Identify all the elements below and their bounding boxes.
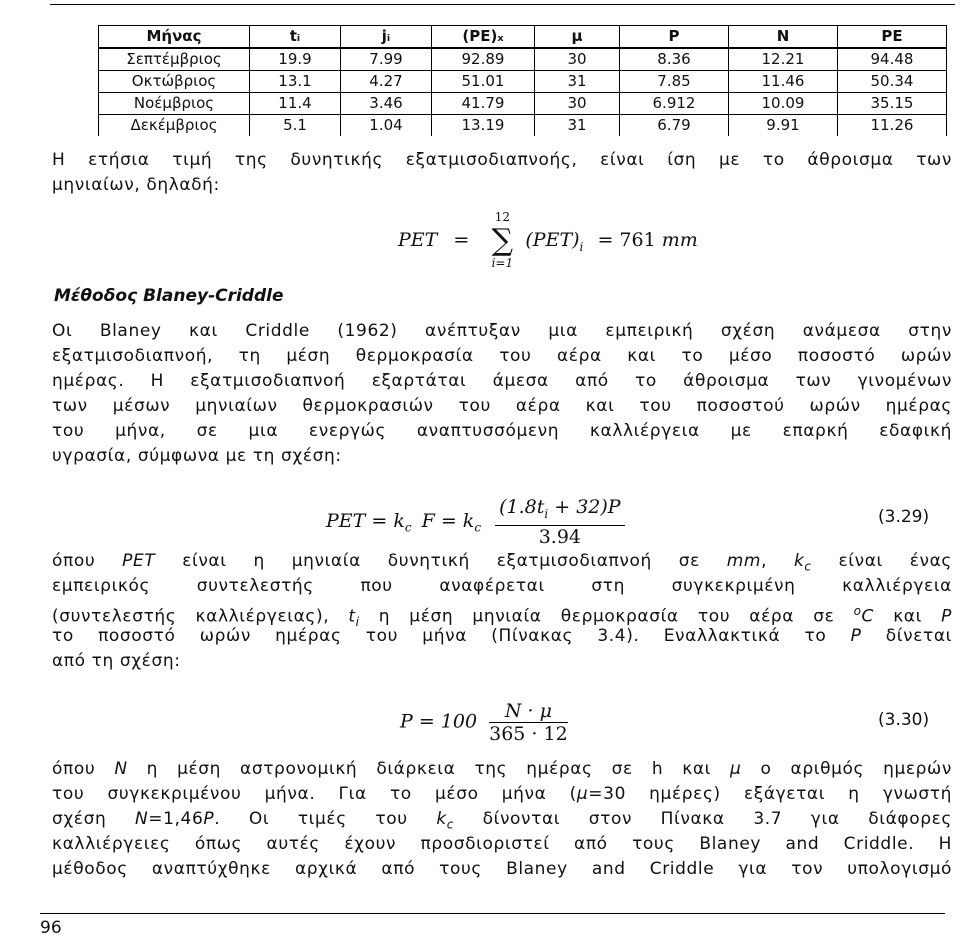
table-row <box>99 93 947 115</box>
table-row <box>99 115 947 137</box>
para2-line-4 <box>52 624 952 649</box>
degree-o: o <box>853 604 862 618</box>
table-cell: 11.4 <box>250 93 341 115</box>
eq329-num-sub: i <box>544 506 549 521</box>
table-cell: 7.85 <box>620 71 729 93</box>
table-cell: 12.21 <box>729 48 838 71</box>
text: όπου <box>52 551 123 571</box>
footer-rule <box>40 913 945 914</box>
para1-line: ημέρας. Η εξατμισοδιαπνοή εξαρτάται άμεσα από το άθροισμα των γινομένων <box>52 371 952 391</box>
para1-line: εξατμισοδιαπνοή, τη μέση θερμοκρασία του αέρα και το μέσο ποσοστό ωρών <box>52 346 952 366</box>
eq-annual-sub: i <box>579 239 584 254</box>
eq330-lhs: P = 100 <box>400 710 478 733</box>
table-cell: 92.89 <box>432 48 535 71</box>
intro-line-1: Η ετήσια τιμή της δυνητικής εξατμισοδιαπνοής, είναι ίση με το άθροισμα των <box>52 150 952 170</box>
table-cell: 19.9 <box>250 48 341 71</box>
eq-annual-term: (PET) <box>525 229 580 251</box>
var-p: P <box>941 606 952 627</box>
para2-line-3 <box>52 599 952 630</box>
text: . Οι τιμές του <box>214 809 437 829</box>
text: η μέση μηνιαία θερμοκρασία του αέρα σε <box>359 606 854 627</box>
intro-line-2: μηνιαίων, δηλαδή: <box>52 175 220 195</box>
var-p: P <box>850 626 862 646</box>
text: είναι η μηνιαία δυνητική εξατμισοδιαπνοή σε <box>155 551 727 571</box>
text: και <box>874 606 942 627</box>
final-paragraph <box>52 757 952 882</box>
table-cell: 31 <box>535 71 620 93</box>
text: σχέση <box>52 809 135 829</box>
var-n: N <box>114 759 128 779</box>
table-body <box>99 48 947 136</box>
text: όπου <box>52 759 115 779</box>
unit-c: C <box>861 606 875 627</box>
table-cell: 30 <box>535 93 620 115</box>
para1-line: υγρασία, σύμφωνα με τη σχέση: <box>52 446 342 466</box>
table-cell: 6.912 <box>620 93 729 115</box>
table-cell: 7.99 <box>341 48 432 71</box>
para2-line-5: από τη σχέση: <box>52 651 181 671</box>
para3-line-1 <box>52 757 952 782</box>
sigma-symbol: ∑ <box>491 223 514 258</box>
eq329-denominator: 3.94 <box>538 525 581 548</box>
text: του συγκεκριμένου μήνα. Για το μέσο μήνα ( <box>52 784 577 804</box>
section-heading: Μέθοδος Blaney-Criddle <box>54 286 284 306</box>
para3-line-5: μέθοδος αναπτύχθηκε αρχικά από τους Blaney and Criddle για τον υπολογισμό <box>52 859 952 879</box>
var-mu: μ <box>730 759 742 779</box>
table-cell: 10.09 <box>729 93 838 115</box>
unit-mm: mm <box>726 551 762 571</box>
para3-line-3 <box>52 807 952 832</box>
para1-line: του μήνα, σε μια ενεργώς αναπτυσσόμενη καλλιέργεια με επαρκή εδαφική <box>52 421 952 441</box>
table-header-cell: PE <box>838 26 947 49</box>
para1-line: των μέσων μηνιαίων θερμοκρασιών του αέρα και του ποσοστού ωρών ημέρας <box>52 396 952 416</box>
var-t: t <box>348 606 356 627</box>
eq-annual-rhs: = 761 <box>597 229 656 251</box>
eq329-lhs: PET = k <box>326 509 405 532</box>
table-cell: 9.91 <box>729 115 838 137</box>
eq330-fraction <box>489 700 568 745</box>
table-cell: Δεκέμβριος <box>99 115 250 137</box>
equation-number-3-30: (3.30) <box>878 710 930 730</box>
sub-c: c <box>446 817 454 832</box>
var-pet: PET <box>122 551 156 571</box>
table-cell: 1.04 <box>341 115 432 137</box>
equation-3-30 <box>400 700 568 745</box>
blaney-criddle-paragraph <box>52 319 952 469</box>
table-cell: 13.1 <box>250 71 341 93</box>
table-header-cell: (PE)ₓ <box>432 26 535 49</box>
text: το ποσοστό ωρών ημέρας του μήνα (Πίνακας 3.4). Εναλλακτικά το <box>52 626 851 646</box>
text: είναι ένας <box>811 551 952 571</box>
table-header-cell: P <box>620 26 729 49</box>
sub-c: c <box>804 559 812 574</box>
para3-line-4: καλλιέργειες όπως αυτές έχουν προσδιοριστεί από τους Blaney and Criddle. Η <box>52 834 952 854</box>
para2-line-2: εμπειρικός συντελεστής που αναφέρεται στη συγκεκριμένη καλλιέργεια <box>52 576 952 596</box>
eq329-fraction <box>495 496 624 548</box>
table-cell: 11.26 <box>838 115 947 137</box>
sub-i: i <box>355 615 360 630</box>
table-cell: 30 <box>535 48 620 71</box>
table-cell: Νοέμβριος <box>99 93 250 115</box>
para3-line-2 <box>52 782 952 807</box>
var-k: k <box>436 809 447 829</box>
eq329-num-a: (1.8t <box>499 496 545 518</box>
table-cell: 50.34 <box>838 71 947 93</box>
annual-pet-equation <box>398 210 698 270</box>
top-rule <box>50 4 955 5</box>
table-row <box>99 48 947 71</box>
table-cell: Σεπτέμβριος <box>99 48 250 71</box>
var-k: k <box>793 551 805 571</box>
eq329-sub-c2: c <box>474 520 482 535</box>
table-cell: 51.01 <box>432 71 535 93</box>
eq329-mid: F = k <box>421 509 475 532</box>
table-cell: 41.79 <box>432 93 535 115</box>
table-cell: 35.15 <box>838 93 947 115</box>
monthly-data-table <box>98 25 947 136</box>
text: ο αριθμός ημερών <box>741 759 952 779</box>
var-mu: μ= <box>576 784 604 804</box>
table-row <box>99 71 947 93</box>
table-cell: 5.1 <box>250 115 341 137</box>
var-n: N= <box>134 809 164 829</box>
eq329-numerator <box>495 496 624 526</box>
table-cell: 4.27 <box>341 71 432 93</box>
eq-annual-unit: mm <box>661 229 698 251</box>
table-cell: 8.36 <box>620 48 729 71</box>
equation-3-29 <box>326 496 625 548</box>
text: δίνεται <box>861 626 952 646</box>
text: 30 ημέρες) εξάγεται η γνωστή <box>603 784 953 804</box>
definitions-paragraph <box>52 549 952 674</box>
intro-paragraph <box>52 148 952 198</box>
table-header-cell: jᵢ <box>341 26 432 49</box>
table-header-cell: tᵢ <box>250 26 341 49</box>
text: 1,46 <box>163 809 204 829</box>
text: (συντελεστής καλλιέργειας), <box>52 606 349 627</box>
table-header-cell: N <box>729 26 838 49</box>
table-header-cell: μ <box>535 26 620 49</box>
equation-number-3-29: (3.29) <box>878 507 930 527</box>
table-cell: 13.19 <box>432 115 535 137</box>
sum-lower-limit: i=1 <box>491 256 514 270</box>
eq330-numerator: N · μ <box>489 700 568 723</box>
text: δίνονται στον Πίνακα 3.7 για διάφορες <box>453 809 952 829</box>
table-header-row <box>99 26 947 49</box>
eq329-sub-c1: c <box>404 520 412 535</box>
var-p: P <box>203 809 215 829</box>
table-cell: 11.46 <box>729 71 838 93</box>
table-header-cell: Μήνας <box>99 26 250 49</box>
table-cell: 6.79 <box>620 115 729 137</box>
eq329-num-b: + 32)P <box>548 496 621 518</box>
sum-operator <box>485 210 519 270</box>
para1-line: Οι Blaney και Criddle (1962) ανέπτυξαν μια εμπειρική σχέση ανάμεσα στην <box>52 321 952 341</box>
table-cell: 3.46 <box>341 93 432 115</box>
text: η μέση αστρονομική διάρκεια της ημέρας σε h και <box>127 759 731 779</box>
table-cell: Οκτώβριος <box>99 71 250 93</box>
eq-annual-lhs: PET <box>398 229 438 251</box>
table-cell: 31 <box>535 115 620 137</box>
page-number: 96 <box>40 918 62 938</box>
eq-annual-equals: = <box>453 229 470 251</box>
table-cell: 94.48 <box>838 48 947 71</box>
sum-upper-limit: 12 <box>494 210 510 224</box>
eq330-denominator: 365 · 12 <box>489 723 568 745</box>
para2-line-1 <box>52 549 952 574</box>
text: , <box>761 551 794 571</box>
